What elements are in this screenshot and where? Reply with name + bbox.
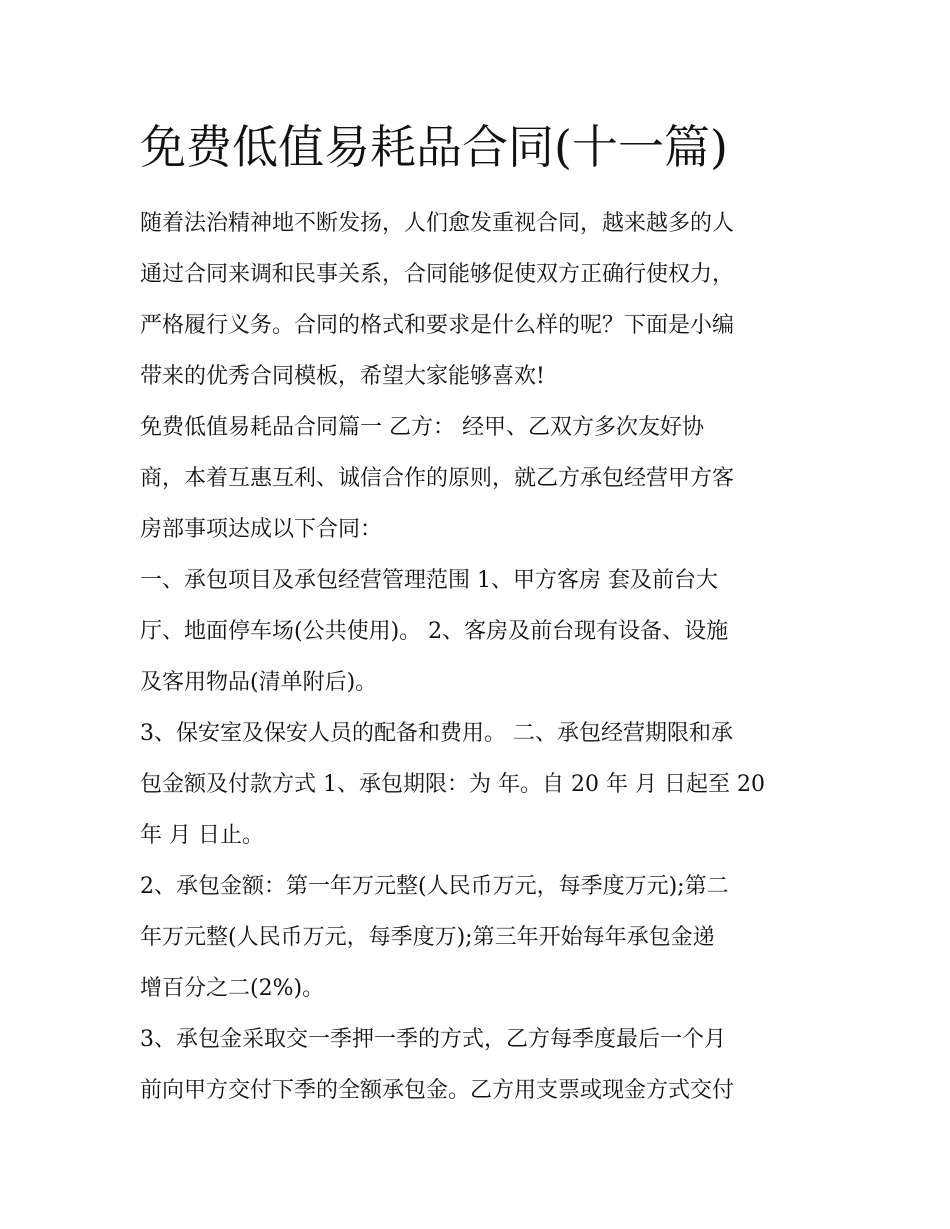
text-line: 一、承包项目及承包经营管理范围 1、甲方客房 套及前台大 bbox=[140, 568, 718, 593]
paragraph-payment bbox=[140, 1014, 820, 1116]
text-line: 通过合同来调和民事关系，合同能够促使双方正确行使权力， bbox=[140, 262, 735, 287]
text-line: 包金额及付款方式 1、承包期限：为 年。自 20 年 月 日起至 20 bbox=[140, 772, 765, 797]
text-line: 3、保安室及保安人员的配备和费用。 二、承包经营期限和承 bbox=[140, 721, 733, 746]
paragraph-intro bbox=[140, 198, 820, 402]
text-line: 随着法治精神地不断发扬，人们愈发重视合同，越来越多的人 bbox=[140, 211, 735, 236]
text-line: 商，本着互惠互利、诚信合作的原则，就乙方承包经营甲方客 bbox=[140, 466, 735, 491]
paragraph-security-and-term bbox=[140, 708, 820, 861]
paragraph-contract-one bbox=[140, 402, 820, 555]
paragraph-amount bbox=[140, 861, 820, 1014]
text-line: 及客用物品(清单附后)。 bbox=[140, 670, 378, 695]
document-body bbox=[140, 198, 820, 1116]
text-line: 严格履行义务。合同的格式和要求是什么样的呢？下面是小编 bbox=[140, 313, 735, 338]
text-line: 前向甲方交付下季的全额承包金。乙方用支票或现金方式交付 bbox=[140, 1078, 735, 1103]
text-line: 带来的优秀合同模板，希望大家能够喜欢! bbox=[140, 364, 545, 389]
document-title: 免费低值易耗品合同(十一篇) bbox=[140, 120, 728, 174]
text-line: 年 月 日止。 bbox=[140, 823, 264, 848]
text-line: 免费低值易耗品合同篇一 乙方： 经甲、乙双方多次友好协 bbox=[140, 415, 704, 440]
text-line: 年万元整(人民币万元，每季度万);第三年开始每年承包金递 bbox=[140, 925, 715, 950]
paragraph-scope bbox=[140, 555, 820, 708]
text-line: 房部事项达成以下合同： bbox=[140, 517, 383, 542]
text-line: 3、承包金采取交一季押一季的方式，乙方每季度最后一个月 bbox=[140, 1027, 726, 1052]
text-line: 2、承包金额：第一年万元整(人民币万元，每季度万元);第二 bbox=[140, 874, 729, 899]
text-line: 增百分之二(2%)。 bbox=[140, 976, 325, 1001]
text-line: 厅、地面停车场(公共使用)。 2、客房及前台现有设备、设施 bbox=[140, 619, 729, 644]
